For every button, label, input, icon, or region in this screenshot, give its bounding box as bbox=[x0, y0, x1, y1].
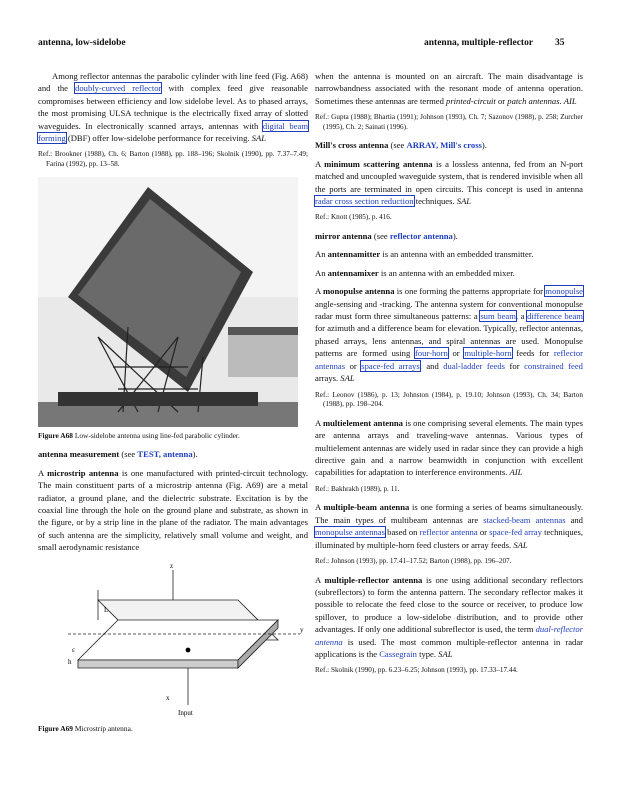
entry-antenna-measurement: antenna measurement (see TEST, antenna). bbox=[38, 449, 198, 460]
input-label: Input bbox=[178, 708, 193, 717]
entry-antennamixer: An antennamixer is an antenna with an embedded mixer. bbox=[315, 267, 515, 278]
link-reflector-antennas[interactable]: reflector antennas bbox=[315, 348, 583, 371]
reference-multiple-reflector: Ref.: Skolnik (1990), pp. 6.23–6.25; Johnson (1993), pp. 17.33–17.44. bbox=[315, 666, 518, 675]
link-four-horn[interactable]: four-horn bbox=[414, 348, 448, 359]
link-reflector-antenna[interactable]: reflector antenna bbox=[389, 231, 453, 242]
paragraph-microstrip-continued: when the antenna is mounted on an aircraft. The main disadvantage is narrowbandness associated with the resonant mode of antenna operation. Sometimes these antennas are termed printed-circuit or patch antennas. AIL bbox=[315, 71, 583, 106]
entry-monopulse-antenna: A monopulse antenna is one forming the patterns appropriate for monopulse angle-sensing and -tracking. The antenna system for conventional monopulse radar must form three simultaneous patterns: a sum beam, a difference beam for azimuth and a difference beam for elevation. Typically, reflector antennas, phased arrays, lens antennas, and spiral antennas are used. Monopulse patterns are formed using four-horn or multiple-horn feeds for reflector antennas or space-fed arrays, and dual-ladder feeds for constrained feed arrays. SAL bbox=[315, 286, 583, 384]
link-multiple-horn[interactable]: multiple-horn bbox=[464, 348, 512, 359]
figure-a69-diagram bbox=[38, 560, 308, 720]
entry-mirror-antenna: mirror antenna (see reflector antenna). bbox=[315, 231, 458, 242]
entry-multiple-reflector-antenna: A multiple-reflector antenna is one using additional secondary reflectors (subreflectors) to form the antenna pattern. The secondary reflector makes it possible to relocate the feed close to the source or receiver, to produce low spillover, to produce a low-sidelobe distribution, and to provide other advantages. If only one additional subreflector is used, the term dual-reflector antenna is used. The most common multiple-reflector antenna in radar applications is the Cassegrain type. SAL bbox=[315, 574, 583, 659]
axis-z-label: z bbox=[170, 561, 174, 570]
link-sum-beam[interactable]: sum beam bbox=[480, 311, 516, 322]
link-digital-beam-forming[interactable]: digital beam forming bbox=[38, 120, 309, 144]
link-monopulse[interactable]: monopulse bbox=[545, 286, 583, 297]
link-array-mills-cross[interactable]: ARRAY, Mill's cross bbox=[406, 140, 482, 151]
dim-h-label: h bbox=[68, 657, 72, 666]
reference-microstrip: Ref.: Gupta (1988); Bhartia (1991); Johnson (1993), Ch. 7; Sazonov (1988), p. 258; Zurcher (1995), Ch. 2; Sainati (1996). bbox=[315, 113, 583, 131]
reference-multiple-beam: Ref.: Johnson (1993), pp. 17.41–17.52; Barton (1988), pp. 196–207. bbox=[315, 556, 512, 565]
reference-low-sidelobe: Ref.: Brookner (1988), Ch. 6; Barton (1988), pp. 188–196; Skolnik (1990), pp. 7.37–7.49; Farina (1992), pp. 13–58. bbox=[38, 150, 308, 169]
link-monopulse-antennas[interactable]: monopulse antennas bbox=[315, 527, 385, 538]
figure-a68-photo bbox=[38, 177, 298, 427]
epsilon-label: ε bbox=[72, 645, 75, 654]
dim-l-label: L bbox=[104, 605, 109, 614]
paragraph-low-sidelobe: Among reflector antennas the parabolic cylinder with line feed (Fig. A68) and the doubly-curved reflector with complex feed give reasonable compromises between efficiency and low sidelobe level. As to phased arrays, the most promising ULSA technique is the electrically fixed array of slotted waveguides. In electronically scanned arrays, antennas with digital beam forming (DBF) offer low-sidelobe performance for receiving. SAL bbox=[38, 71, 309, 144]
page-number: 35 bbox=[555, 38, 565, 48]
link-reflector-antenna-2[interactable]: reflector antenna bbox=[419, 527, 478, 538]
link-stacked-beam-antennas[interactable]: stacked-beam antennas bbox=[483, 514, 566, 525]
reference-monopulse: Ref.: Leonov (1986), p. 13; Johnston (1984), p. 19.10; Johnson (1993), Ch. 34; Barton (1988), pp. 198–204. bbox=[315, 390, 583, 409]
figure-a69-caption: Figure A69 Microstrip antenna. bbox=[38, 723, 133, 733]
running-head-right: antenna, multiple-reflector bbox=[424, 38, 534, 48]
axis-y-label: y bbox=[300, 625, 304, 634]
entry-minimum-scattering: A minimum scattering antenna is a lossless antenna, fed from an N-port matched and uncoupled waveguide system, that is rendered invisible when all the ports are terminated in open circuits. This concept is used in antenna radar cross section reduction techniques. SAL bbox=[315, 158, 583, 207]
right-column bbox=[315, 70, 583, 683]
link-cassegrain[interactable]: Cassegrain bbox=[379, 648, 417, 659]
link-dual-ladder-feeds[interactable]: dual-ladder feeds bbox=[443, 360, 506, 371]
link-constrained-feed[interactable]: constrained feed bbox=[524, 360, 583, 371]
entry-multielement-antenna: A multielement antenna is one comprising several elements. The main types are antenna arrays and traveling-wave antennas. Various types of multielement antennas are widely used in radar since they can provide a high directive gain and a narrow beamwidth in conjunction with excellent capabilities for adaptation to interference environments. AIL bbox=[315, 417, 583, 478]
left-column bbox=[38, 70, 308, 741]
reference-multielement: Ref.: Bakhrakh (1989), p. 11. bbox=[315, 484, 400, 493]
entry-microstrip-antenna: A microstrip antenna is one manufactured with printed-circuit technology. The main constituent parts of a microstrip antenna (Fig. A69) are a metal radiator, a ground plane, and the dielectric substrate. Excitation is by the coaxial line through the hole on the ground plane and substrate, as shown in the figure, or by a strip line in the plane of the radiator. The main advantages of such antenna are the simplicity, relatively small volume and weight, and small aerodynamic resistance bbox=[38, 467, 308, 553]
link-test-antenna[interactable]: TEST, antenna bbox=[137, 449, 193, 460]
link-dual-reflector-antenna[interactable]: dual-reflector antenna bbox=[315, 624, 583, 647]
entry-mills-cross: Mill's cross antenna (see ARRAY, Mill's cross). bbox=[315, 140, 487, 151]
link-doubly-curved-reflector[interactable]: doubly-curved reflector bbox=[75, 83, 162, 94]
link-space-fed-array[interactable]: space-fed array bbox=[489, 527, 542, 538]
entry-multiple-beam-antenna: A multiple-beam antenna is one forming a series of beams simultaneously. The main types of multibeam antennas are stacked-beam antennas and monopulse antennas based on reflector antenna or space-fed array techniques, illuminated by multiple-horn feed clusters or array feeds. SAL bbox=[315, 502, 584, 550]
link-difference-beam[interactable]: difference beam bbox=[527, 311, 583, 322]
reference-minimum-scattering: Ref.: Knott (1985), p. 416. bbox=[315, 213, 392, 222]
axis-x-label: x bbox=[166, 693, 170, 702]
running-head-left: antenna, low-sidelobe bbox=[38, 38, 126, 48]
link-space-fed-arrays[interactable]: space-fed arrays bbox=[361, 360, 420, 371]
entry-antennamitter: An antennamitter is an antenna with an embedded transmitter. bbox=[315, 249, 534, 260]
figure-a68-caption: Figure A68 Low-sidelobe antenna using line-fed parabolic cylinder. bbox=[38, 430, 240, 440]
link-radar-cross-section-reduction[interactable]: radar cross section reduction bbox=[315, 196, 414, 207]
